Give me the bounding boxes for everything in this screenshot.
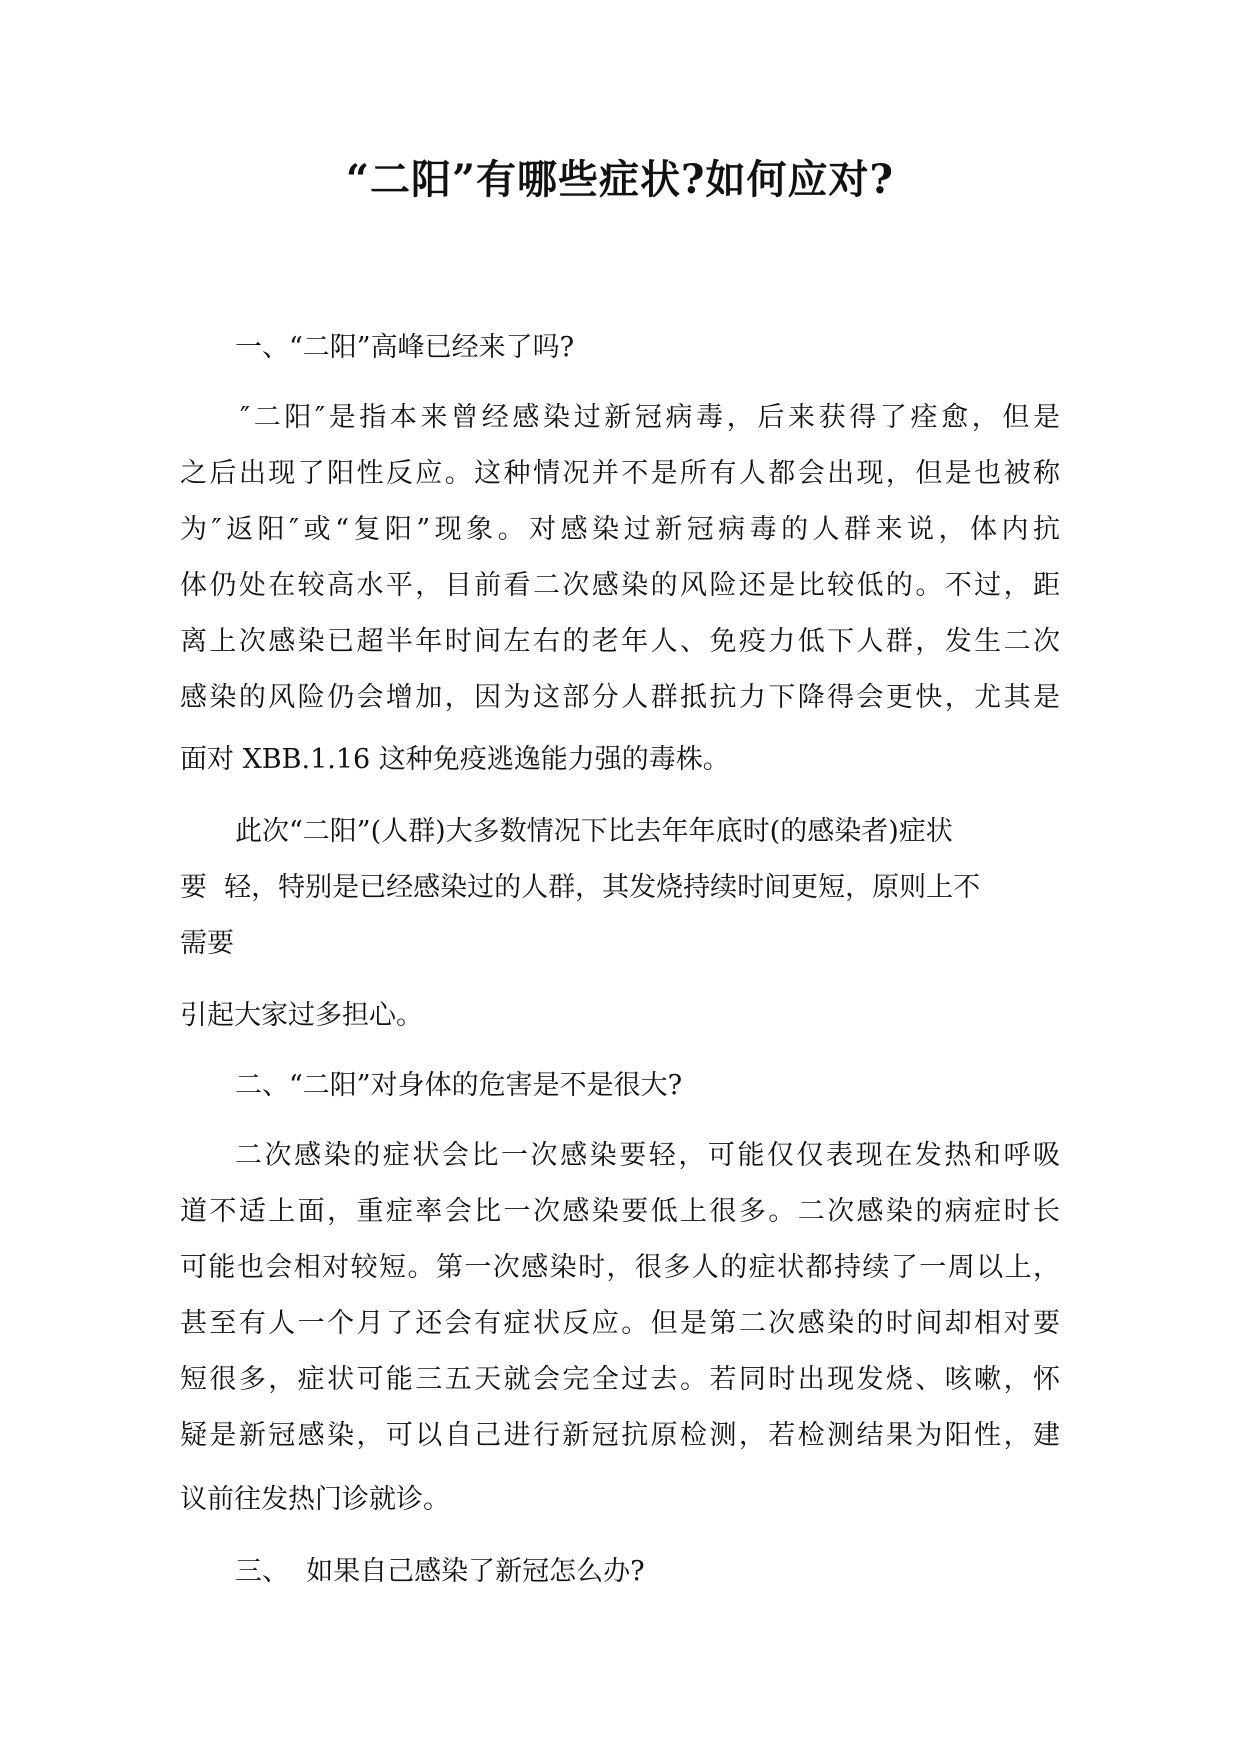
- paragraph-line: 为″返阳″或“复阳”现象。对感染过新冠病毒的人群来说，体内抗: [180, 514, 1060, 545]
- paragraph-line: 体仍处在较高水平，目前看二次感染的风险还是比较低的。不过，距: [180, 570, 1060, 601]
- section-heading-3: 三、 如果自己感染了新冠怎么办?: [235, 1556, 645, 1587]
- paragraph-line: 短很多，症状可能三五天就会完全过去。若同时出现发烧、咳嗽，怀: [180, 1364, 1060, 1395]
- paragraph-line: 之后出现了阳性反应。这种情况并不是所有人都会出现，但是也被称: [180, 458, 1060, 489]
- paragraph-line: 面对 XBB.1.16 这种免疫逃逸能力强的毒株。: [180, 744, 730, 775]
- paragraph-line: 要 轻，特别是已经感染过的人群，其发烧持续时间更短，原则上不: [180, 872, 981, 903]
- paragraph-line: 引起大家过多担心。: [180, 1000, 423, 1031]
- paragraph-line: ″二阳″是指本来曾经感染过新冠病毒，后来获得了痊愈，但是: [240, 402, 1060, 433]
- section-heading-1: 一、“二阳”高峰已经来了吗?: [235, 332, 575, 363]
- paragraph-line: 离上次感染已超半年时间左右的老年人、免疫力低下人群，发生二次: [180, 626, 1060, 657]
- paragraph-line: 可能也会相对较短。第一次感染时，很多人的症状都持续了一周以上，: [180, 1252, 1060, 1283]
- paragraph-line: 感染的风险仍会增加，因为这部分人群抵抗力下降得会更快，尤其是: [180, 682, 1060, 713]
- paragraph-line: 议前往发热门诊就诊。: [180, 1484, 450, 1515]
- paragraph-line: 道不适上面，重症率会比一次感染要低上很多。二次感染的病症时长: [180, 1196, 1060, 1227]
- section-heading-2: 二、“二阳”对身体的危害是不是很大?: [235, 1070, 683, 1101]
- paragraph-line: 二次感染的症状会比一次感染要轻，可能仅仅表现在发热和呼吸: [235, 1140, 1060, 1171]
- paragraph-line: 疑是新冠感染，可以自己进行新冠抗原检测，若检测结果为阳性，建: [180, 1420, 1060, 1451]
- paragraph-line: 需要: [180, 928, 234, 959]
- paragraph-line: 甚至有人一个月了还会有症状反应。但是第二次感染的时间却相对要: [180, 1308, 1060, 1339]
- paragraph-line: 此次“二阳”(人群)大多数情况下比去年年底时(的感染者)症状: [235, 816, 953, 847]
- document-title: “二阳”有哪些症状?如何应对?: [346, 156, 894, 203]
